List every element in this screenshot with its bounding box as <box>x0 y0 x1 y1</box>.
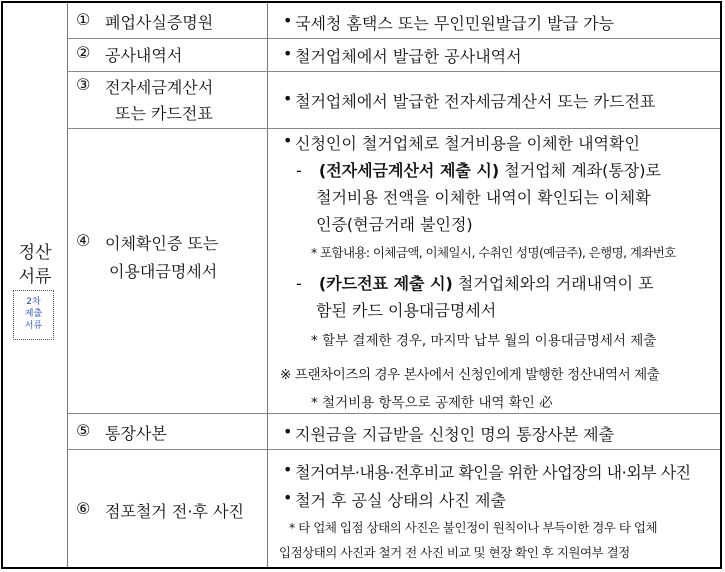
document-name: 점포철거 전·후 사진 <box>105 502 244 521</box>
card-slip-label: (카드전표 제출 시) <box>318 274 453 293</box>
row-divider <box>67 413 720 414</box>
item-number: ① <box>76 10 91 29</box>
dash: - <box>296 274 302 293</box>
card-slip-text-line: 함된 카드 이용대금명세서 <box>316 301 497 320</box>
photo-bullet: • 철거 후 공실 상태의 사진 제출 <box>295 488 506 511</box>
item-number: ④ <box>76 231 91 250</box>
document-name: 통장사본 <box>105 424 167 443</box>
installment-note: * 할부 결제한 경우, 마지막 납부 월의 이용대금명세서 제출 <box>311 333 657 349</box>
second-submission-badge <box>13 290 54 340</box>
category-title <box>3 241 67 289</box>
document-name-cell <box>69 75 269 127</box>
photo-note: 입점상태의 사진과 철거 전 사진 비교 및 현장 확인 후 지원여부 결정 <box>279 545 630 560</box>
column-divider <box>67 3 68 567</box>
badge-line: 서류 <box>24 321 43 331</box>
document-name: 공사내역서 <box>105 46 183 65</box>
e-tax-invoice-text-line: 철거비용 전액을 이체한 내역이 확인되는 이체확 <box>316 188 651 207</box>
e-tax-invoice-text-line: 인증(현금거래 불인정) <box>316 215 473 234</box>
item-number: ⑥ <box>76 499 91 518</box>
row-divider <box>67 449 720 450</box>
settlement-documents-table <box>1 1 722 569</box>
e-tax-invoice-case <box>296 158 661 181</box>
photo-note: * 타 업체 입점 상태의 사진은 불인정이 원칙이나 부득이한 경우 타 업체 <box>289 520 658 535</box>
item-number: ⑤ <box>76 421 91 440</box>
included-content-note: * 포함내용: 이체금액, 이체일시, 수취인 성명(예금주), 은행명, 계좌번호 <box>311 245 676 260</box>
category-cell <box>3 3 67 567</box>
document-name: 또는 카드전표 <box>115 104 213 123</box>
document-description: • 철거업체에서 발급한 전자세금계산서 또는 카드전표 <box>295 89 655 112</box>
item-number: ③ <box>76 75 91 94</box>
category-title-line: 정산 <box>18 243 52 263</box>
card-slip-text: 철거업체와의 거래내역이 포 <box>452 274 654 293</box>
document-description: • 지원금을 지급받을 신청인 명의 통장사본 제출 <box>295 422 614 445</box>
row-divider <box>67 38 720 39</box>
e-tax-invoice-text: 철거업체 계좌(통장)로 <box>499 161 661 180</box>
badge-line: 2차 <box>26 297 41 307</box>
document-description: • 철거업체에서 발급한 공사내역서 <box>295 44 522 67</box>
franchise-notice: ※ 프랜차이즈의 경우 본사에서 신청인에게 발행한 정산내역서 제출 <box>280 367 660 383</box>
document-name-cell <box>69 231 269 291</box>
row-divider <box>67 71 720 72</box>
e-tax-invoice-label: (전자세금계산서 제출 시) <box>318 161 500 180</box>
transfer-bullet: • 신청인이 철거업체로 철거비용을 이체한 내역확인 <box>295 131 640 154</box>
dash: - <box>296 161 302 180</box>
category-title-line: 서류 <box>18 267 52 287</box>
badge-line: 제출 <box>24 309 43 319</box>
photo-bullet: • 철거여부·내용·전후비교 확인을 위한 사업장의 내·외부 사진 <box>295 460 691 483</box>
document-name: 전자세금계산서 <box>105 78 214 97</box>
document-description: • 국세청 홈택스 또는 무인민원발급기 발급 가능 <box>295 11 614 34</box>
row-divider <box>67 128 720 129</box>
document-name: 이용대금명세서 <box>109 262 218 281</box>
card-slip-case <box>296 271 654 294</box>
deduction-note: * 철거비용 항목으로 공제한 내역 확인 必 <box>311 395 553 411</box>
document-name: 폐업사실증명원 <box>105 13 214 32</box>
document-name: 이체확인증 또는 <box>105 234 219 253</box>
item-number: ② <box>76 43 91 62</box>
